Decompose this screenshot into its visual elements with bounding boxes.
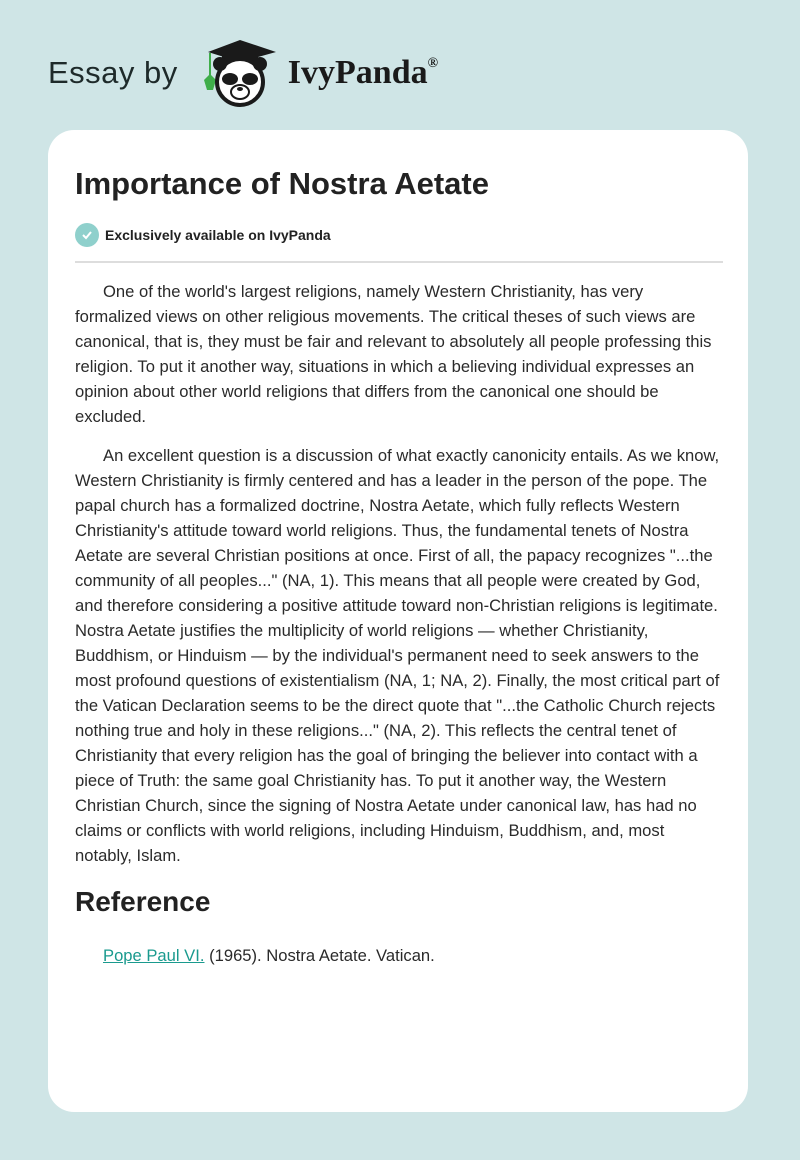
reference-heading: Reference <box>75 886 211 917</box>
divider <box>75 261 723 263</box>
reference-details: (1965). Nostra Aetate. Vatican. <box>204 946 435 965</box>
badge-text: Exclusively available on IvyPanda <box>105 227 331 243</box>
essay-body <box>75 279 722 882</box>
reference-entry <box>103 946 435 966</box>
paragraph: An excellent question is a discussion of what exactly canonicity entails. As we know, Western Christianity is firmly centered and has a leader in the person of the pope. The papal church has a formalized doctrine, Nostra Aetate, which fully reflects Western Christianity's attitude toward world religions. Thus, the fundamental tenets of Nostra Aetate are several Christian positions at once. First of all, the papacy recognizes "...the community of all peoples..." (NA, 1). This means that all people were created by God, and therefore considering a positive attitude toward non-Christian religions is legitimate. Nostra Aetate justifies the multiplicity of world religions — whether Christianity, Buddhism, or Hinduism — by the individual's permanent need to seek answers to the most profound questions of existentialism (NA, 1; NA, 2). Finally, the most critical part of the Vatican Declaration seems to be the direct quote that "...the Catholic Church rejects nothing true and holy in these religions..." (NA, 2). This reflects the central tenet of Christianity that every religion has the goal of bringing the believer into contact with a piece of Truth: the same goal Christianity has. To put it another way, the Western Christian Church, since the signing of Nostra Aetate under canonical law, has had no claims or conflicts with world religions, including Hinduism, Buddhism, and, most notably, Islam. <box>75 446 720 865</box>
check-icon <box>75 223 99 247</box>
site-header <box>48 38 438 108</box>
brand-name: IvyPanda® <box>287 54 439 91</box>
essay-card <box>48 130 748 1112</box>
essay-by-label: Essay by <box>48 55 178 90</box>
panda-logo-icon <box>196 38 284 108</box>
page-title: Importance of Nostra Aetate <box>75 166 489 201</box>
reference-author-link[interactable]: Pope Paul VI. <box>103 946 205 965</box>
paragraph: One of the world's largest religions, namely Western Christianity, has very formalized views on other religious movements. The critical theses of such views are canonical, that is, they must be fair and relevant to absolutely all people professing this religion. To put it another way, situations in which a believing individual expresses an opinion about other world religions that differs from the canonical one should be excluded. <box>75 282 712 426</box>
exclusive-badge <box>75 223 331 247</box>
